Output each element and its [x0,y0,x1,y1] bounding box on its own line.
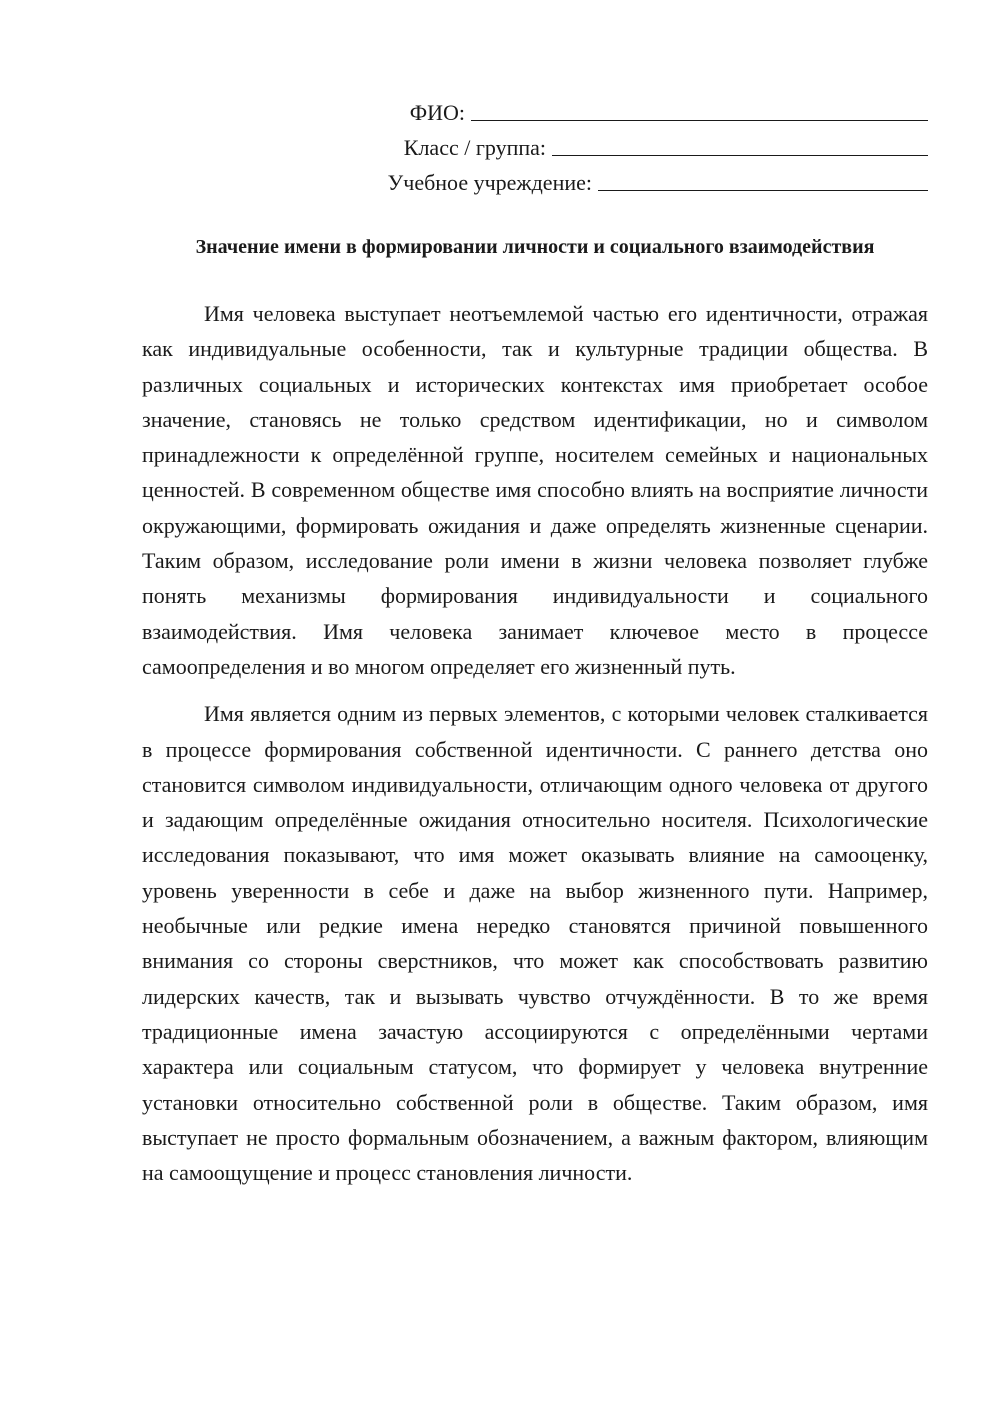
class-blank-line [552,131,928,156]
school-blank-line [598,166,928,191]
fio-blank-line [471,96,928,121]
fio-label: ФИО: [409,100,465,125]
paragraph-1: Имя человека выступает неотъемлемой частью его идентичности, отражая как индивидуальные особенности, так и культурные традиции общества. В различных социальных и исторических контекстах имя приобретает особое значение, становясь не только средством идентификации, но и символом принадлежности к определённой группе, носителем семейных и национальных ценностей. В современном обществе имя способно влиять на восприятие личности окружающими, формировать ожидания и даже определять жизненные сценарии. Таким образом, исследование роли имени в жизни человека позволяет глубже понять механизмы формирования индивидуальности и социального взаимодействия. Имя человека занимает ключевое место в процессе самоопределения и во многом определяет его жизненный путь. [142,301,928,679]
school-row [308,162,928,197]
school-label: Учебное учреждение: [387,170,592,195]
document-body [142,296,928,1202]
student-info-block [308,92,928,197]
document-title: Значение имени в формировании личности и социального взаимодействия [195,236,875,258]
fio-row [308,92,928,127]
paragraph-2: Имя является одним из первых элементов, с которыми человек сталкивается в процессе формирования собственной идентичности. С раннего детства оно становится символом индивидуальности, отличающим одного человека от другого и задающим определённые ожидания относительно носителя. Психологические исследования показывают, что имя может оказывать влияние на самооценку, уровень уверенности в себе и даже на выбор жизненного пути. Например, необычные или редкие имена нередко становятся причиной повышенного внимания со стороны сверстников, что может как способствовать развитию лидерских качеств, так и вызывать чувство отчуждённости. В то же время традиционные имена зачастую ассоциируются с определёнными чертами характера или социальным статусом, что формирует у человека внутренние установки относительно собственной роли в обществе. Таким образом, имя выступает не просто формальным обозначением, а важным фактором, влияющим на самоощущение и процесс становления личности. [142,701,928,1186]
class-label: Класс / группа: [403,135,546,160]
class-row [308,127,928,162]
